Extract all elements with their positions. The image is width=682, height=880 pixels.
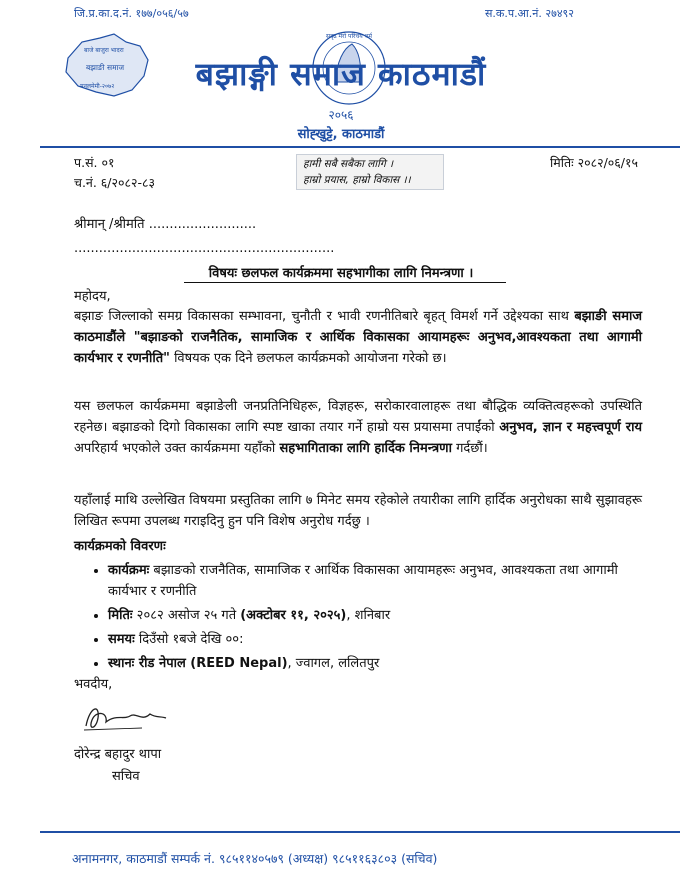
paragraph-intro [74,306,642,369]
slogan-line-2: हाम्रो प्रयास, हाम्रो विकास ।। [303,174,411,186]
recipient-line: श्रीमान् /श्रीमति .......................... [74,217,257,232]
para2-text-e: गर्दछौं। [451,441,488,456]
para1-program-title: "बझाङको राजनैतिक, सामाजिक र आर्थिक विकासका आयामहरूः अनुभव,आवश्यकता तथा आगामी कार्यभार र रणनीति" [74,330,642,366]
registration-number-left: जि.प्र.का.द.नं. १७७/०५६/५७ [74,7,189,20]
letter-subject: विषयः छलफल कार्यक्रममा सहभागीका लागि निमन्त्रणा । [208,266,474,281]
detail-item-venue [108,653,660,674]
para1-org-name: बझाङी समाज काठमाडौंले [74,309,643,345]
detail-label: स्थानः [108,656,135,671]
letter-date: मितिः २०८२/०६/१५ [550,155,638,170]
detail-value-bold: (अक्टोबर ११, २०२५) [240,608,347,623]
slogan-box [296,154,444,190]
para1-text-a: बझाङ जिल्लाको समग्र विकासका सम्भावना, चुनौती र भावी रणनीतिबारे बृहत् विमर्श गर्ने उद्देश्यका साथ [74,309,569,324]
paragraph-request: यहाँलाई माथि उल्लेखित विषयमा प्रस्तुतिका लागि ७ मिनेट समय रहेकोले तयारीका लागि हार्दिक अनुरोधका साथै सुझावहरू लिखित रूपमा उपलब्ध गराइदिनु हुन पनि विशेष अनुरोध गर्दछु । [74,493,642,529]
detail-label: कार्यक्रमः [108,563,150,578]
organization-name: बझाङ्गी समाज काठमाडौं [195,55,487,93]
organization-established-year: २०५६ [328,108,354,122]
detail-item-program [108,560,660,602]
map-text-middle: बझाङी समाज [86,63,125,72]
map-text-bottom: मनलमेमी-२०७२ [80,83,115,90]
patra-sankhya: प.सं. ०१ [74,155,115,170]
recipient-address-line: ............................................................... [74,241,335,256]
detail-item-time [108,629,660,650]
detail-value-tail: , शनिबार [346,608,391,623]
para2-text-c: अपरिहार्य भएकोले उक्त कार्यक्रममा यहाँको [74,441,276,456]
detail-label: मितिः [108,608,133,623]
footer-divider [40,831,680,833]
para2-text-a: यस छलफल कार्यक्रममा बझाङेली जनप्रतिनिधिहरू, विज्ञहरू, सरोकारवालाहरू तथा बौद्धिक व्यक्तित्वहरूको उपस्थिति रहनेछ। बझाङको दिगो विकासका लागि स्पष्ट खाका तयार गर्ने हाम्रो यस प्रयासमा तपाईंको [74,399,642,435]
para2-bold-invitation: सहभागिताका लागि हार्दिक निमन्त्रणा [279,441,452,456]
detail-label: समयः [108,632,135,647]
signatory-name: दोरेन्द्र बहादुर थापा [74,747,162,762]
details-heading: कार्यक्रमको विवरणः [74,539,166,554]
footer-contact: अनामनगर, काठमाडौं सम्पर्क नं. ९८५११४०५७९ (अध्यक्ष) ९८५११६३८०३ (सचिव) [72,851,438,866]
para2-bold-experience: अनुभव, ज्ञान र महत्त्वपूर्ण राय [499,420,642,435]
slogan-line-1: हामी सबै सबैका लागि । [303,158,394,170]
map-text-top: बाजे बाजुरा भादरा [84,47,124,54]
greeting: महोदय, [74,289,111,304]
registration-number-right: स.क.प.आ.नं. २७४९२ [484,7,574,20]
para1-text-d: विषयक एक दिने छलफल कार्यक्रमको आयोजना गरेको छ। [169,351,447,366]
signatory-title: सचिव [112,769,140,784]
valediction: भवदीय, [74,677,113,692]
organization-address: सोह्खुट्टे, काठमाडौं [297,127,385,142]
subject-underline [184,282,506,283]
details-list [90,560,660,677]
detail-value-tail: , ज्वागल, ललितपुर [287,656,380,671]
paragraph-participants [74,396,642,459]
emblem-text: सदृढ मेरो परिचय धर्म [326,33,372,40]
detail-item-date [108,605,660,626]
detail-value: बझाङको राजनैतिक, सामाजिक र आर्थिक विकासका आयामहरूः अनुभव, आवश्यकता तथा आगामी कार्यभार र रणनीति [108,563,618,599]
detail-value: दिउँसो १बजे देखि ००: [134,632,244,647]
chalani-number: च.नं. ६/२०८२-८३ [74,175,156,190]
detail-value: २०८२ असोज २५ गते [132,608,241,623]
detail-value-bold: रीड नेपाल (REED Nepal) [134,656,288,671]
header-divider [40,146,680,148]
signature [80,700,170,736]
